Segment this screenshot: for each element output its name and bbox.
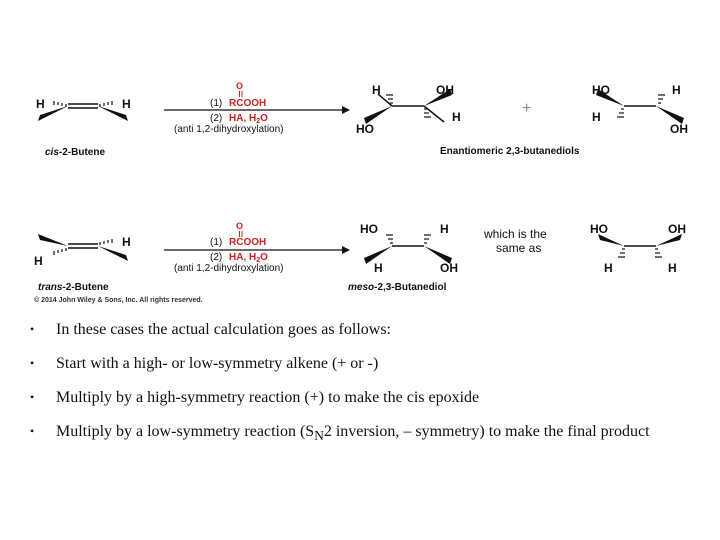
bullet-item [28, 388, 688, 407]
reagent-step-1: RCOOH [229, 237, 267, 248]
bullet-item [28, 354, 688, 373]
atom-label: H [604, 261, 613, 275]
reactant-trans-2-butene [34, 234, 131, 293]
atom-label: H [34, 254, 43, 268]
atom-label: OH [670, 122, 688, 136]
step-number: (2) [210, 113, 223, 124]
reagents-2 [174, 221, 284, 274]
atom-label: HO [590, 222, 608, 236]
atom-label: H [372, 83, 381, 97]
bullet-dot: • [30, 424, 35, 438]
step-number: (2) [210, 252, 223, 263]
step-number: (1) [210, 98, 223, 109]
atom-label: OH [440, 261, 458, 275]
atom-label: H [36, 97, 45, 111]
atom-label: OH [668, 222, 686, 236]
carbonyl-oxygen: O [236, 81, 244, 91]
product-meso-1 [360, 222, 458, 275]
atom-label: HO [592, 83, 610, 97]
bullet-dot: • [30, 356, 35, 370]
reactant-cis-2-butene [36, 97, 131, 158]
product-enantiomer-2 [592, 83, 688, 136]
bullet-item [28, 320, 688, 339]
reaction-note: (anti 1,2-dihydroxylation) [174, 124, 284, 135]
bullet-dot: • [30, 322, 35, 336]
reagent-step-1: RCOOH [229, 98, 267, 109]
bullet-text: Start with a high- or low-symmetry alkene (+ or -) [56, 355, 379, 372]
reagent-step-2: HA, $H_2O$ [229, 113, 268, 125]
reagents-1 [174, 81, 284, 135]
reactant-label: cis-2-Butene [45, 147, 106, 158]
product-enantiomer-1 [356, 83, 461, 136]
carbonyl-oxygen: O [236, 221, 244, 231]
copyright-notice: © 2014 John Wiley & Sons, Inc. All rights reserved. [34, 297, 203, 304]
bullet-dot: • [30, 390, 35, 404]
step-number: (1) [210, 237, 223, 248]
bullet-text: Multiply by a low-symmetry reaction ($S_N2$ inversion, – symmetry) to make the final product [56, 423, 650, 444]
atom-label: H [672, 83, 681, 97]
atom-label: H [440, 222, 449, 236]
reactant-label: trans-2-Butene [38, 282, 109, 293]
atom-label: H [592, 110, 601, 124]
atom-label: H [122, 235, 131, 249]
reaction-note: (anti 1,2-dihydroxylation) [174, 263, 284, 274]
atom-label: H [452, 110, 461, 124]
reagent-step-2: HA, $H_2O$ [229, 252, 268, 264]
product-label: Enantiomeric 2,3-butanediols [440, 146, 580, 157]
bullet-text: In these cases the actual calculation goes as follows: [56, 321, 391, 338]
product-label: meso-2,3-Butanediol [348, 282, 447, 293]
atom-label: HO [356, 122, 374, 136]
atom-label: OH [436, 83, 454, 97]
atom-label: H [374, 261, 383, 275]
bullet-item [28, 422, 688, 445]
equivalence-text: which is the [484, 227, 547, 241]
bullet-list [28, 320, 688, 460]
plus-sign: + [522, 100, 532, 117]
atom-label: H [668, 261, 677, 275]
bullet-text: Multiply by a high-symmetry reaction (+) to make the cis epoxide [56, 389, 480, 406]
equivalence-text: same as [496, 241, 542, 255]
atom-label: H [122, 97, 131, 111]
atom-label: HO [360, 222, 378, 236]
product-meso-2 [590, 222, 686, 275]
